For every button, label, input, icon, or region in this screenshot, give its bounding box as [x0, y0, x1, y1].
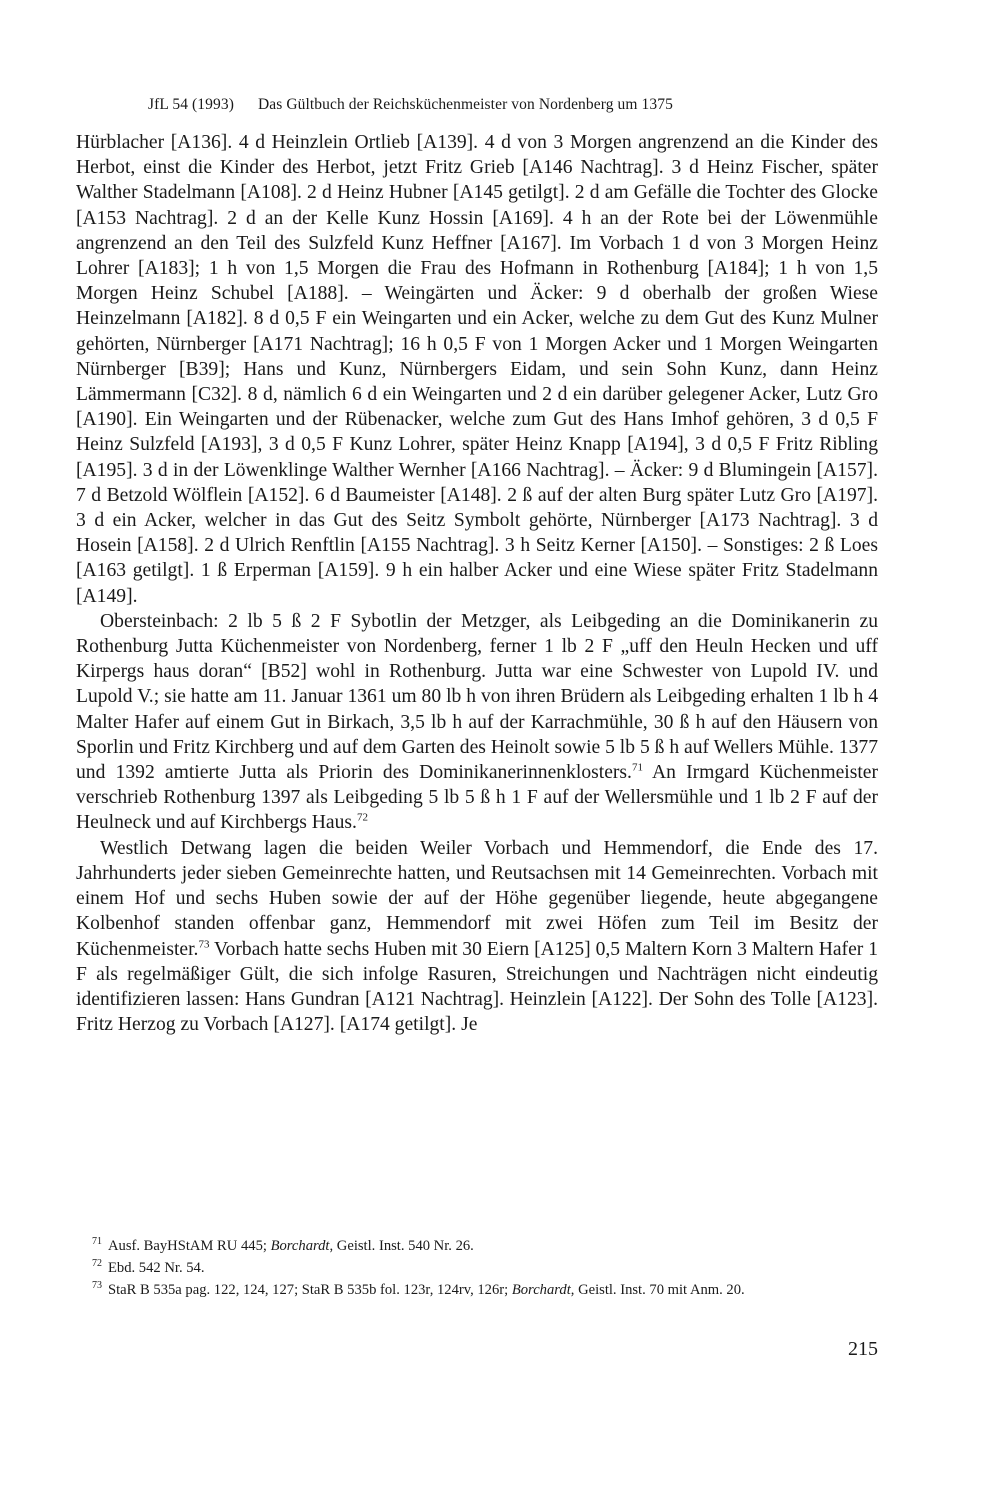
page-number: 215	[848, 1338, 878, 1360]
paragraph	[76, 836, 878, 1038]
footnote	[76, 1280, 878, 1300]
footnote-author: Borchardt	[511, 1282, 571, 1298]
footnote	[76, 1236, 878, 1256]
footnote-marker[interactable]: 71	[631, 761, 643, 774]
footnote-number: 71	[92, 1236, 102, 1248]
footnote-number: 72	[92, 1258, 102, 1270]
journal-citation: JfL 54 (1993)	[148, 96, 234, 113]
footnote-author: Borchardt	[270, 1238, 330, 1254]
footnote-marker[interactable]: 72	[356, 811, 368, 824]
footnote-text: Ausf. BayHStAM RU 445;	[108, 1238, 271, 1254]
footnote-text: Ebd. 542 Nr. 54.	[108, 1260, 205, 1276]
body-text	[76, 130, 878, 1037]
paragraph-text: Obersteinbach: 2 lb 5 ß 2 F Sybotlin der Metzger, als Leibgeding an die Dominikanerin zu Rothenburg Jutta Küchenmeister von Nordenberg, ferner 1 lb 2 F „uff den Heuln Hecken und uff Kirpergs haus doran“ [B52] wohl in Rothenburg. Jutta war eine Schwester von Lupold IV. und Lupold V.; sie hatte am 11. Januar 1361 um 80 lb h von ihren Brüdern als Leibgeding erhalten 1 lb h 4 Malter Hafer auf einem Gut in Birkach, 3,5 lb h auf der Karrachmühle, 30 ß h auf den Häusern von Sporlin und Fritz Kirchberg und auf dem Garten des Heinolt sowie 5 lb 5 ß h auf Wellers Mühle. 1377 und 1392 amtierte Jutta als Priorin des Dominikanerinnenklosters.	[76, 610, 878, 784]
footnotes	[76, 1236, 878, 1302]
paragraph-text: Westlich Detwang lagen die beiden Weiler Vorbach und Hemmendorf, die Ende des 17. Jahrhunderts jeder sieben Gemeinrechte hatten, und Reutsachsen mit 14 Gemeinrechten. Vorbach mit einem Hof und sechs Huben sowie der auf der Höhe gegenüber liegende, heute abgegangene Kolbenhof standen offenbar ganz, Hemmendorf mit zwei Höfen zum Teil im Besitz der Küchenmeister.	[76, 837, 878, 960]
paragraph-text: Hürblacher [A136]. 4 d Heinzlein Ortlieb [A139]. 4 d von 3 Morgen angrenzend an die Kinder des Herbot, einst die Kinder des Herbot, jetzt Fritz Grieb [A146 Nachtrag]. 3 d Heinz Fischer, später Walther Stadelmann [A108]. 2 d Heinz Hubner [A145 getilgt]. 2 d am Gefälle die Tochter des Glocke [A153 Nachtrag]. 2 d an der Kelle Kunz Hossin [A169]. 4 h an der Rote bei der Löwenmühle angrenzend an den Teil des Sulzfeld Kunz Heffner [A167]. Im Vorbach 1 d von 3 Morgen Heinz Lohrer [A183]; 1 h von 1,5 Morgen die Frau des Hofmann in Rothenburg [A184]; 1 h von 1,5 Morgen Heinz Schubel [A188]. – Weingärten und Äcker: 9 d oberhalb der großen Wiese Heinzelmann [A182]. 8 d 0,5 F ein Weingarten und ein Acker, welche zu dem Gut des Kunz Mulner gehörten, Nürnberger [A171 Nachtrag]; 16 h 0,5 F von 1 Morgen Acker und 1 Morgen Weingarten Nürnberger [B39]; Hans und Kunz, Nürnbergers Eidam, und sein Sohn Kunz, dann Heinz Lämmermann [C32]. 8 d, nämlich 6 d ein Weingarten und 2 d ein darüber gelegener Acker, Lutz Gro [A190]. Ein Weingarten und der Rübenacker, welche zum Gut des Hans Imhof gehören, 3 d 0,5 F Heinz Sulzfeld [A193], 3 d 0,5 F Kunz Lohrer, später Heinz Knapp [A194], 3 d 0,5 F Fritz Ribling [A195]. 3 d in der Löwenklinge Walther Wernher [A166 Nachtrag]. – Äcker: 9 d Blumingein [A157]. 7 d Betzold Wölflein [A152]. 6 d Baumeister [A148]. 2 ß auf der alten Burg später Lutz Gro [A197]. 3 d ein Acker, welcher in das Gut des Seitz Symbolt gehörte, Nürnberger [A173 Nachtrag]. 3 d Hosein [A158]. 2 d Ulrich Renftlin [A155 Nachtrag]. 3 h Seitz Kerner [A150]. – Sonstiges: 2 ß Loes [A163 getilgt]. 1 ß Erperman [A159]. 9 h ein halber Acker und eine Wiese später Fritz Stadelmann [A149].	[76, 132, 878, 607]
footnote-text: StaR B 535a pag. 122, 124, 127; StaR B 535b fol. 123r, 124rv, 126r;	[108, 1282, 512, 1298]
footnote-text: , Geistl. Inst. 540 Nr. 26.	[329, 1238, 474, 1254]
paragraph-text: Vorbach hatte sechs Huben mit 30 Eiern [A125] 0,5 Maltern Korn 3 Maltern Hafer 1 F als regelmäßiger Gült, die sich infolge Rasuren, Streichungen und Nachträgen nicht eindeutig identifizieren lassen: Hans Gundran [A121 Nachtrag]. Heinzlein [A122]. Der Sohn des Tolle [A123]. Fritz Herzog zu Vorbach [A127]. [A174 getilgt]. Je	[76, 938, 878, 1036]
footnote	[76, 1258, 878, 1278]
footnote-text: , Geistl. Inst. 70 mit Anm. 20.	[570, 1282, 745, 1298]
paragraph-text: An Irmgard Küchenmeister verschrieb Rothenburg 1397 als Leibgeding 5 lb 5 ß h 1 F auf der Wellersmühle und 1 lb 2 F auf der Heulneck und auf Kirchbergs Haus.	[76, 762, 878, 834]
footnote-number: 73	[92, 1280, 102, 1292]
paragraph	[76, 130, 878, 609]
running-head	[148, 96, 848, 114]
article-title: Das Gültbuch der Reichsküchenmeister von Nordenberg um 1375	[257, 96, 673, 113]
paragraph	[76, 609, 878, 836]
footnote-marker[interactable]: 73	[198, 937, 210, 950]
